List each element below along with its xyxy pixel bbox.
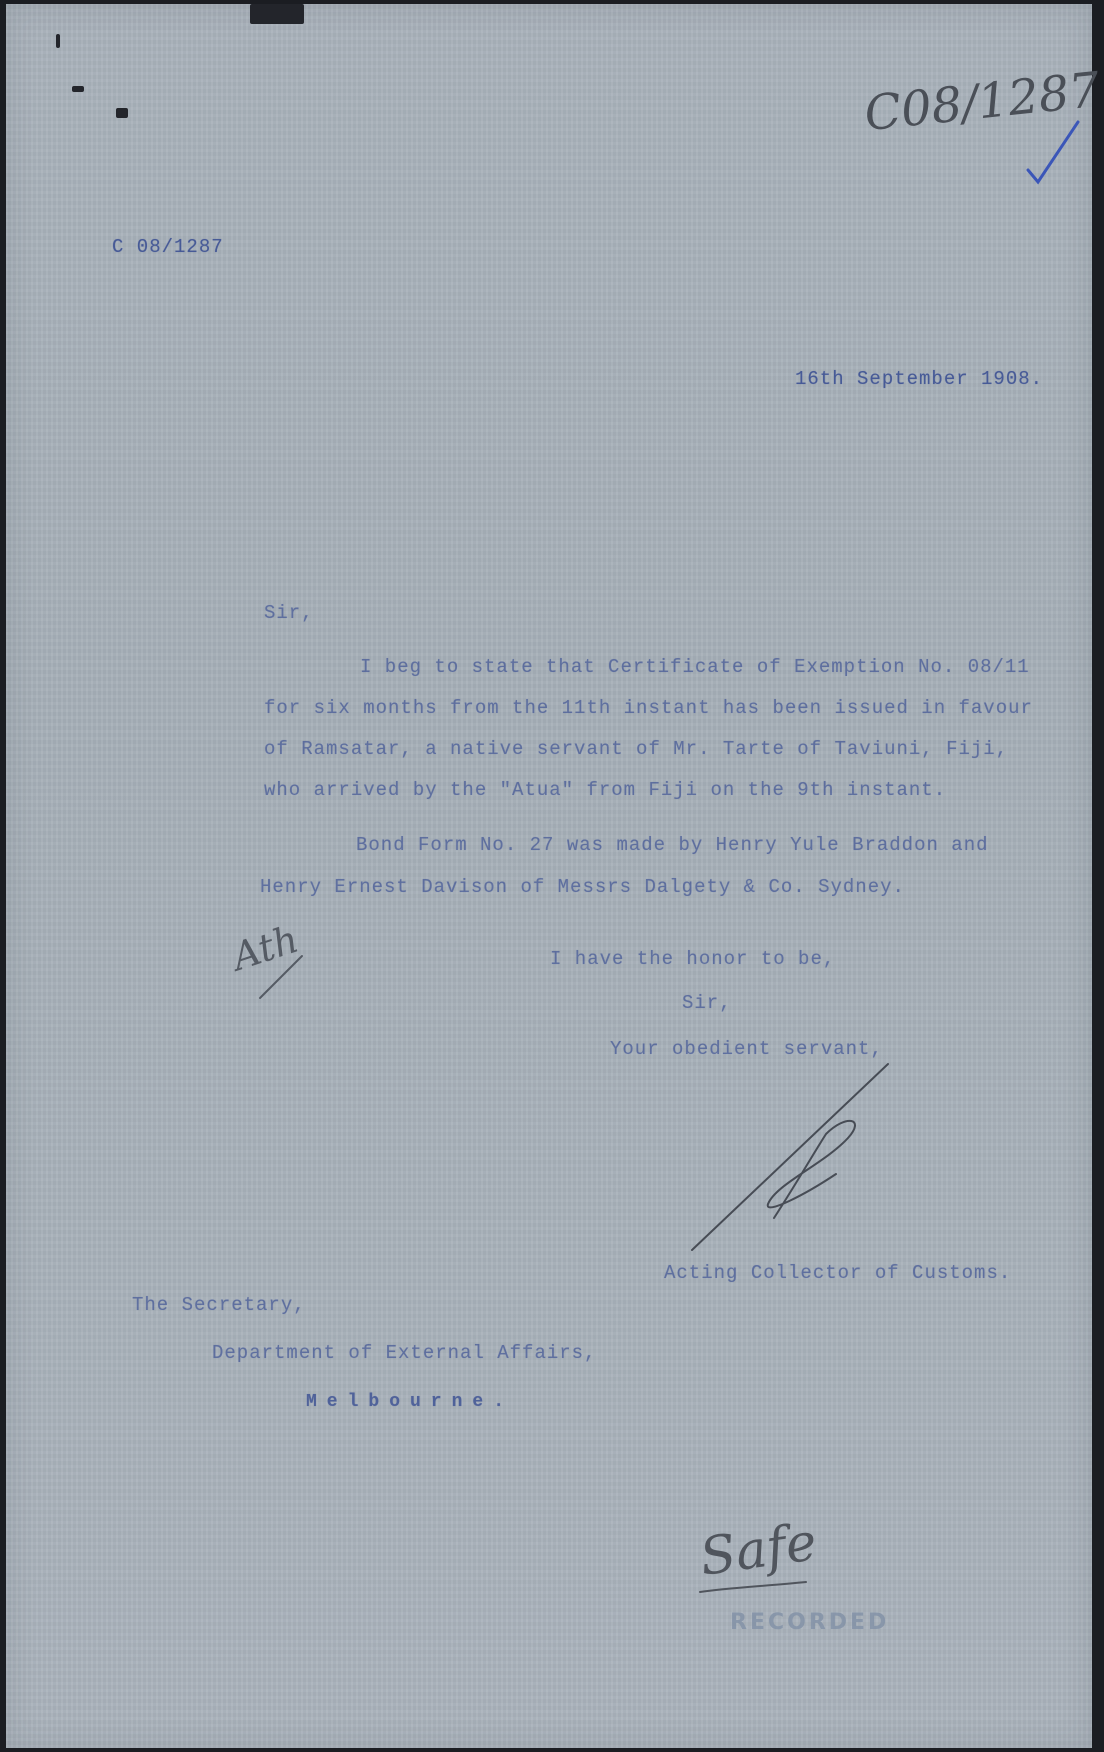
file-reference: C 08/1287 xyxy=(112,236,224,258)
closing-line: I have the honor to be, xyxy=(550,948,836,970)
document-page xyxy=(6,4,1103,1748)
body-line: Henry Ernest Davison of Messrs Dalgety & Co. Sydney. xyxy=(260,876,905,898)
body-line: for six months from the 11th instant has been issued in favour xyxy=(264,697,1033,719)
addressee-line: Melbourne. xyxy=(306,1392,515,1412)
recorded-stamp: RECORDED xyxy=(730,1610,890,1635)
closing-line: Your obedient servant, xyxy=(610,1038,883,1060)
bottom-pencil-annotation: Safe xyxy=(696,1512,821,1588)
letter-date: 16th September 1908. xyxy=(795,368,1044,390)
addressee-line: Department of External Affairs, xyxy=(212,1342,597,1364)
handwritten-file-reference: C08/1287 xyxy=(861,61,1103,143)
signature-title: Acting Collector of Customs. xyxy=(664,1262,1012,1284)
margin-initials: Ath xyxy=(226,916,304,980)
body-line: Bond Form No. 27 was made by Henry Yule Braddon and xyxy=(356,834,989,856)
body-line: of Ramsatar, a native servant of Mr. Tarte of Taviuni, Fiji, xyxy=(264,738,1009,760)
bottom-annotation-underline xyxy=(700,1582,806,1592)
signature-scrawl xyxy=(692,1064,888,1250)
body-line: I beg to state that Certificate of Exemption No. 08/11 xyxy=(360,656,1030,678)
closing-line: Sir, xyxy=(682,992,732,1014)
addressee-line: The Secretary, xyxy=(132,1294,306,1316)
salutation: Sir, xyxy=(264,602,314,624)
body-line: who arrived by the "Atua" from Fiji on the 9th instant. xyxy=(264,779,947,801)
ink-marks xyxy=(6,4,1092,1748)
check-mark-icon xyxy=(1028,122,1078,182)
margin-initials-flourish xyxy=(260,956,302,998)
